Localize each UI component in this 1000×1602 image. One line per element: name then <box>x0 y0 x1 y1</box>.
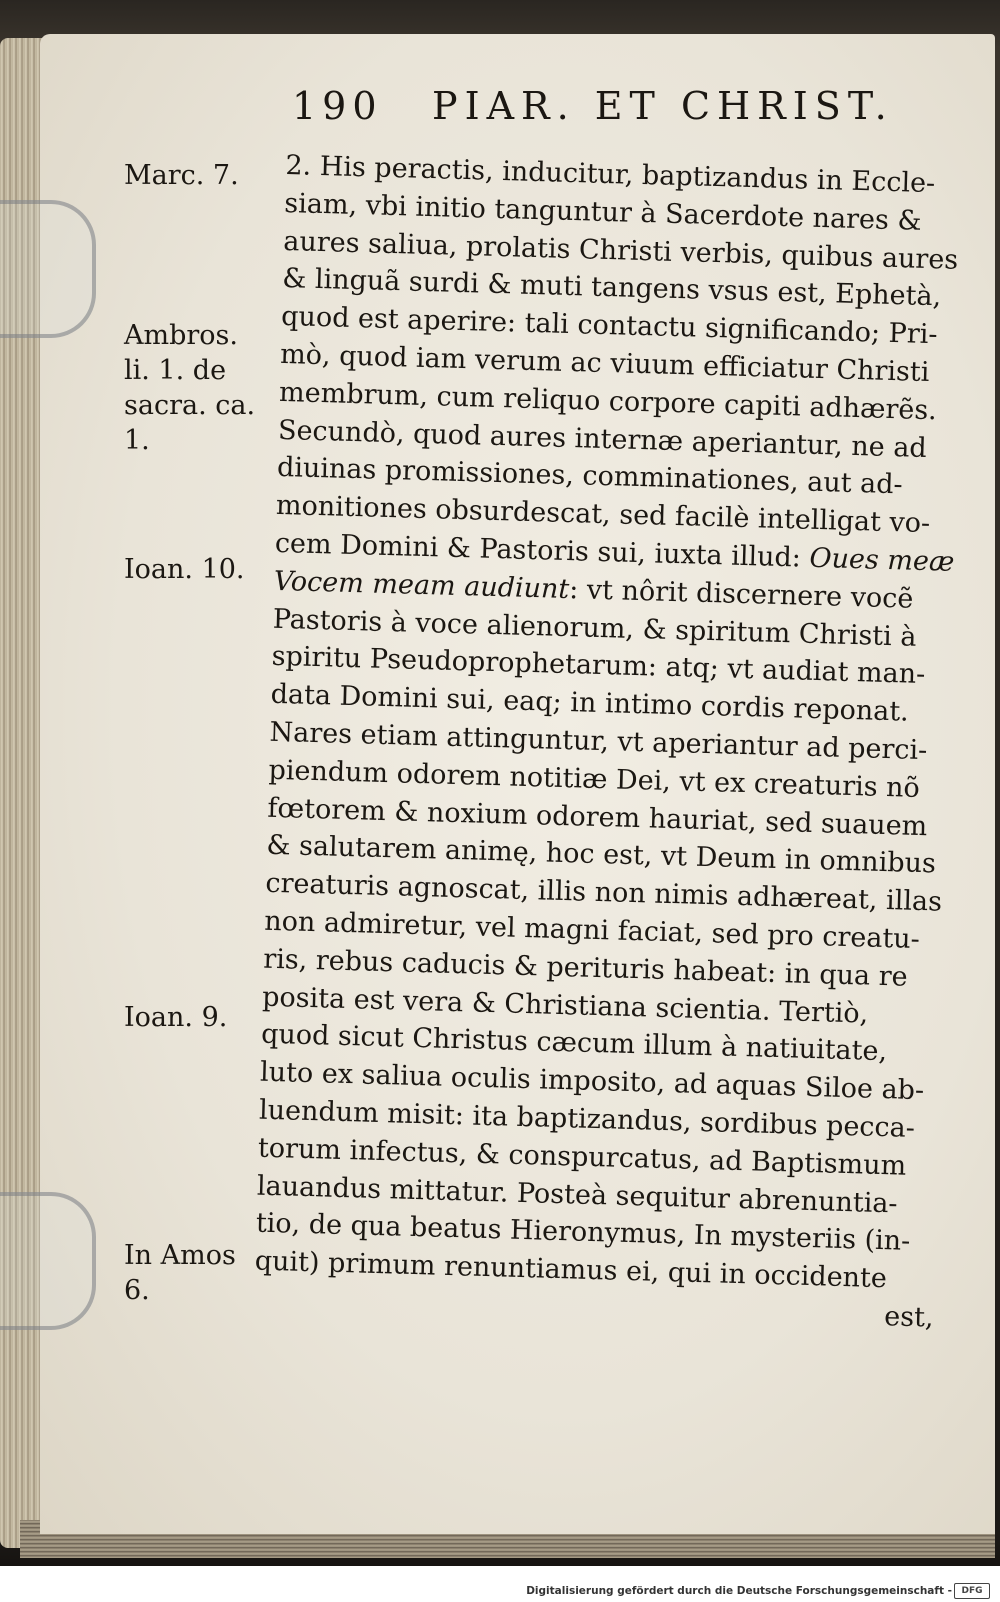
margin-note: Ambros. li. 1. de sacra. ca. 1. <box>124 320 256 456</box>
text-line: Pastoris à voce alienorum, & spiritum Christi à <box>272 603 917 653</box>
text-line: membrum, cum reliquo corpore capiti adhærẽs. <box>278 376 938 427</box>
text-line: diuinas promissiones, comminationes, aut ad- <box>276 452 904 501</box>
text-line: tio, de qua beatus Hieronymus, In mysteriis (in- <box>255 1207 911 1258</box>
text-line: fœtorem & noxium odorem hauriat, sed suauem <box>267 792 928 842</box>
italic-phrase: Oues meæ <box>809 542 955 578</box>
text-line: quit) primum renuntiamus ei, qui in occidente <box>254 1245 888 1295</box>
page-clip-bottom <box>0 1192 96 1330</box>
catchword: est, <box>883 1301 934 1334</box>
margin-note: Ioan. 10. <box>124 554 245 585</box>
page-number: 190 <box>292 84 383 128</box>
text-line: posita est vera & Christiana scientia. Tertiò, <box>261 981 869 1030</box>
text-line: luendum misit: ita baptizandus, sordibus pecca- <box>258 1094 916 1144</box>
running-title: PIAR. ET CHRIST. <box>432 84 894 128</box>
main-text-block <box>253 147 965 1337</box>
text-line: piendum odorem notitiæ Dei, vt ex creaturis nõ <box>268 754 921 804</box>
text-line: & linguã surdi & muti tangens vsus est, Ephetà, <box>281 263 942 313</box>
italic-phrase: Vocem meam audiunt <box>273 565 570 605</box>
text-line: torum infectus, & conspurcatus, ad Baptismum <box>257 1132 907 1182</box>
text-line: spiritu Pseudoprophetarum: atq; vt audiat man- <box>271 641 926 691</box>
text-line: luto ex saliua oculis imposito, ad aquas Siloe ab- <box>259 1056 925 1107</box>
text-line: non admiretur, vel magni faciat, sed pro creatu- <box>263 905 921 955</box>
margin-note: In Amos 6. <box>124 1240 236 1306</box>
text-line: creaturis agnoscat, illis non nimis adhæreat, illas <box>264 867 943 918</box>
text-line: lauandus mittatur. Posteà sequitur abrenuntia- <box>256 1170 898 1219</box>
margin-note: Ioan. 9. <box>124 1002 228 1033</box>
text-line: Nares etiam attinguntur, vt aperiantur ad perci- <box>269 716 928 767</box>
page-header <box>292 84 932 144</box>
text-segment: cem Domini & Pastoris sui, iuxta illud: <box>274 527 802 574</box>
text-line: aures saliua, prolatis Christi verbis, quibus aures <box>282 225 959 276</box>
dfg-logo: DFG <box>954 1583 990 1599</box>
page-clip-top <box>0 200 96 338</box>
text-line: quod sicut Christus cæcum illum à natiuitate, <box>260 1018 888 1068</box>
text-line: Secundò, quod aures internæ aperiantur, ne ad <box>277 414 928 464</box>
text-line: 2. His peractis, inducitur, baptizandus in Eccle- <box>285 149 936 200</box>
text-line: ris, rebus caducis & perituris habeat: in qua re <box>262 943 909 993</box>
margin-note: Marc. 7. <box>124 160 239 191</box>
digitization-credit: Digitalisierung gefördert durch die Deutsche Forschungsgemeinschaft - <box>526 1585 952 1597</box>
text-line: siam, vbi initio tanguntur à Sacerdote nares & <box>283 187 922 237</box>
text-line: mò, quod iam verum ac viuum efficiatur Christi <box>279 338 930 389</box>
text-line: monitiones obsurdescat, sed facilè intelligat vo- <box>275 490 931 540</box>
text-line: data Domini sui, eaq; in intimo cordis reponat. <box>270 678 910 728</box>
text-segment: : vt nôrit discernere vocẽ <box>568 573 914 615</box>
text-line: & salutarem animę, hoc est, vt Deum in omnibus <box>266 830 937 880</box>
text-line: quod est aperire: tali contactu significando; Pri- <box>280 301 938 351</box>
